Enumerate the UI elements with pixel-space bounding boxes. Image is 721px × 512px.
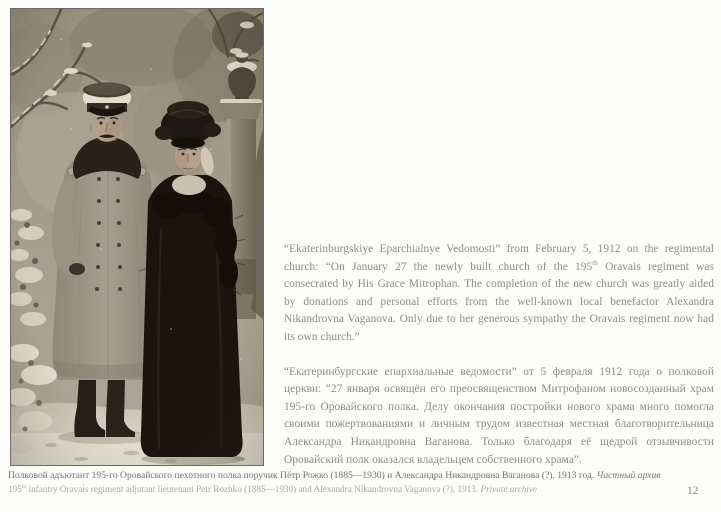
caption-english: [8, 483, 673, 496]
superscript-th: th: [592, 258, 598, 267]
text-block: [284, 241, 714, 486]
caption-russian-text: Полковой адъютант 195-го Оровайского пехотного полка поручик Пётр Рожко (1885—1930) и Александра Никандровна Ваганова (?), 1913 год.: [8, 470, 597, 481]
photo-illustration: [11, 9, 263, 465]
caption-russian-source: Частный архив: [596, 470, 661, 481]
caption-english-part1: 195: [8, 484, 22, 494]
caption-russian: [8, 469, 673, 483]
caption-english-source: Private archive: [480, 484, 537, 494]
photo-caption: [8, 469, 673, 496]
paragraph-russian: “Екатеринбургские епархиальные ведомости” от 5 февраля 1912 года о полковой церкви: “27 января освящён его преосвященством Митрофаном новосозданный храм 195-го Оровайского полка. Делу окончания постройки нового храма много помогла своими пожертвованиями и личным трудом известная местная благотворительница Александра Никандровна Ваганова. Только благодаря её щедрой отзывчивости Оровайский полк оказался владельцем собственного храма”.: [284, 365, 714, 466]
page-number: 12: [687, 485, 699, 497]
caption-english-part2: infantry Oravais regiment adjutant lieutenant Petr Rozhko (1885—1930) and Alexandra Nikandrovna Vaganova (?), 1913.: [26, 484, 481, 494]
paragraph-english: [284, 241, 714, 347]
caption-superscript-th: th: [21, 483, 27, 490]
paragraph-english-part2: Oravais regiment was consecrated by His Grace Mitrophan. The completion of the new church was greatly aided by donations and personal efforts from the well-known local benefactor Alexandra Nikandrovna Vaganova. Only due to her generous sympathy the Oravais regiment now had its own church.”: [284, 260, 714, 343]
paragraph-english-part1: “Ekaterinburgskiye Eparchialnye Vedomosti” from February 5, 1912 on the regimental church: “On January 27 the newly built church of the 195: [284, 243, 714, 273]
photograph: [10, 8, 264, 466]
